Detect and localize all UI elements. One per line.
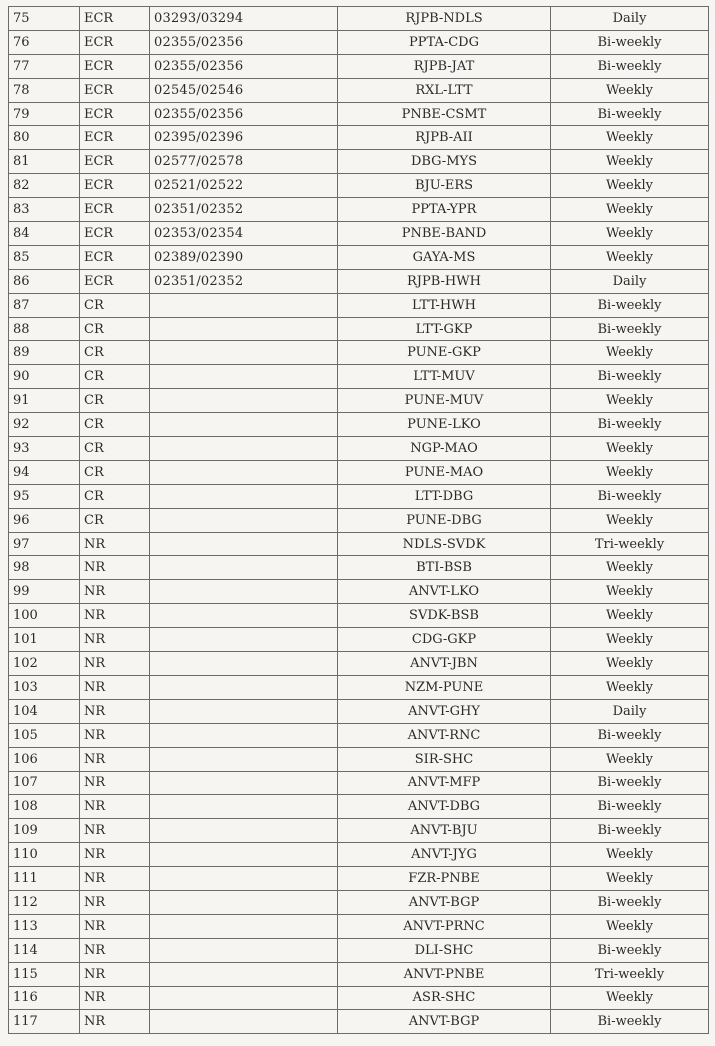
- table-row: [9, 317, 709, 341]
- zone-cell: NR: [80, 938, 150, 962]
- frequency-cell: Daily: [551, 699, 709, 723]
- route-cell: ANVT-PRNC: [338, 914, 551, 938]
- train-number-cell: [150, 938, 338, 962]
- zone-cell: NR: [80, 1010, 150, 1034]
- zone-cell: NR: [80, 628, 150, 652]
- serial-number-cell: 115: [9, 962, 80, 986]
- frequency-cell: Weekly: [551, 628, 709, 652]
- train-number-cell: [150, 914, 338, 938]
- frequency-cell: Weekly: [551, 580, 709, 604]
- serial-number-cell: 96: [9, 508, 80, 532]
- zone-cell: ECR: [80, 7, 150, 31]
- zone-cell: NR: [80, 532, 150, 556]
- route-cell: FZR-PNBE: [338, 867, 551, 891]
- table-row: [9, 484, 709, 508]
- train-number-cell: [150, 437, 338, 461]
- table-row: [9, 962, 709, 986]
- frequency-cell: Bi-weekly: [551, 1010, 709, 1034]
- serial-number-cell: 107: [9, 771, 80, 795]
- serial-number-cell: 85: [9, 245, 80, 269]
- serial-number-cell: 82: [9, 174, 80, 198]
- train-number-cell: 02389/02390: [150, 245, 338, 269]
- frequency-cell: Bi-weekly: [551, 413, 709, 437]
- serial-number-cell: 101: [9, 628, 80, 652]
- table-row: [9, 293, 709, 317]
- frequency-cell: Daily: [551, 269, 709, 293]
- zone-cell: CR: [80, 484, 150, 508]
- zone-cell: ECR: [80, 174, 150, 198]
- route-cell: DBG-MYS: [338, 150, 551, 174]
- train-number-cell: [150, 556, 338, 580]
- serial-number-cell: 112: [9, 890, 80, 914]
- frequency-cell: Weekly: [551, 604, 709, 628]
- zone-cell: NR: [80, 604, 150, 628]
- table-row: [9, 532, 709, 556]
- train-number-cell: [150, 819, 338, 843]
- train-number-cell: [150, 628, 338, 652]
- route-cell: ANVT-JYG: [338, 843, 551, 867]
- frequency-cell: Weekly: [551, 198, 709, 222]
- route-cell: PNBE-BAND: [338, 222, 551, 246]
- route-cell: ANVT-PNBE: [338, 962, 551, 986]
- table-row: [9, 795, 709, 819]
- route-cell: RJPB-HWH: [338, 269, 551, 293]
- train-number-cell: [150, 986, 338, 1010]
- zone-cell: CR: [80, 460, 150, 484]
- serial-number-cell: 88: [9, 317, 80, 341]
- serial-number-cell: 98: [9, 556, 80, 580]
- table-row: [9, 723, 709, 747]
- route-cell: ANVT-BJU: [338, 819, 551, 843]
- train-number-cell: [150, 1010, 338, 1034]
- train-number-cell: [150, 699, 338, 723]
- zone-cell: ECR: [80, 269, 150, 293]
- table-row: [9, 54, 709, 78]
- table-row: [9, 699, 709, 723]
- train-number-cell: 02351/02352: [150, 198, 338, 222]
- train-number-cell: [150, 293, 338, 317]
- table-row: [9, 747, 709, 771]
- route-cell: LTT-GKP: [338, 317, 551, 341]
- route-cell: BTI-BSB: [338, 556, 551, 580]
- route-cell: RJPB-NDLS: [338, 7, 551, 31]
- train-number-cell: [150, 460, 338, 484]
- frequency-cell: Tri-weekly: [551, 532, 709, 556]
- route-cell: ANVT-JBN: [338, 652, 551, 676]
- zone-cell: NR: [80, 771, 150, 795]
- zone-cell: ECR: [80, 198, 150, 222]
- route-cell: PUNE-DBG: [338, 508, 551, 532]
- train-number-cell: [150, 317, 338, 341]
- route-cell: BJU-ERS: [338, 174, 551, 198]
- frequency-cell: Weekly: [551, 78, 709, 102]
- route-cell: PNBE-CSMT: [338, 102, 551, 126]
- zone-cell: CR: [80, 437, 150, 461]
- serial-number-cell: 92: [9, 413, 80, 437]
- zone-cell: NR: [80, 747, 150, 771]
- table-row: [9, 174, 709, 198]
- frequency-cell: Bi-weekly: [551, 795, 709, 819]
- table-row: [9, 198, 709, 222]
- frequency-cell: Bi-weekly: [551, 890, 709, 914]
- zone-cell: NR: [80, 556, 150, 580]
- train-number-cell: [150, 843, 338, 867]
- train-number-cell: [150, 341, 338, 365]
- route-cell: GAYA-MS: [338, 245, 551, 269]
- frequency-cell: Bi-weekly: [551, 938, 709, 962]
- zone-cell: CR: [80, 365, 150, 389]
- frequency-cell: Bi-weekly: [551, 102, 709, 126]
- serial-number-cell: 81: [9, 150, 80, 174]
- serial-number-cell: 80: [9, 126, 80, 150]
- table-row: [9, 819, 709, 843]
- frequency-cell: Weekly: [551, 867, 709, 891]
- serial-number-cell: 116: [9, 986, 80, 1010]
- route-cell: ANVT-DBG: [338, 795, 551, 819]
- train-number-cell: [150, 604, 338, 628]
- route-cell: PUNE-LKO: [338, 413, 551, 437]
- serial-number-cell: 90: [9, 365, 80, 389]
- serial-number-cell: 95: [9, 484, 80, 508]
- table-row: [9, 78, 709, 102]
- route-cell: ANVT-MFP: [338, 771, 551, 795]
- serial-number-cell: 89: [9, 341, 80, 365]
- table-row: [9, 652, 709, 676]
- table-row: [9, 7, 709, 31]
- serial-number-cell: 105: [9, 723, 80, 747]
- table-row: [9, 222, 709, 246]
- train-number-cell: [150, 652, 338, 676]
- frequency-cell: Weekly: [551, 460, 709, 484]
- zone-cell: NR: [80, 819, 150, 843]
- route-cell: NZM-PUNE: [338, 675, 551, 699]
- train-number-cell: [150, 413, 338, 437]
- train-number-cell: 02521/02522: [150, 174, 338, 198]
- route-cell: SIR-SHC: [338, 747, 551, 771]
- zone-cell: ECR: [80, 222, 150, 246]
- train-number-cell: [150, 723, 338, 747]
- serial-number-cell: 106: [9, 747, 80, 771]
- zone-cell: NR: [80, 890, 150, 914]
- table-row: [9, 771, 709, 795]
- table-row: [9, 460, 709, 484]
- route-cell: PUNE-MAO: [338, 460, 551, 484]
- table-row: [9, 365, 709, 389]
- serial-number-cell: 83: [9, 198, 80, 222]
- serial-number-cell: 91: [9, 389, 80, 413]
- frequency-cell: Bi-weekly: [551, 723, 709, 747]
- zone-cell: NR: [80, 723, 150, 747]
- frequency-cell: Weekly: [551, 389, 709, 413]
- frequency-cell: Weekly: [551, 843, 709, 867]
- frequency-cell: Weekly: [551, 986, 709, 1010]
- table-row: [9, 508, 709, 532]
- frequency-cell: Weekly: [551, 675, 709, 699]
- zone-cell: ECR: [80, 54, 150, 78]
- serial-number-cell: 76: [9, 30, 80, 54]
- train-number-cell: [150, 484, 338, 508]
- frequency-cell: Weekly: [551, 914, 709, 938]
- zone-cell: NR: [80, 795, 150, 819]
- zone-cell: CR: [80, 508, 150, 532]
- serial-number-cell: 84: [9, 222, 80, 246]
- route-cell: LTT-DBG: [338, 484, 551, 508]
- zone-cell: NR: [80, 843, 150, 867]
- zone-cell: NR: [80, 986, 150, 1010]
- route-cell: RJPB-JAT: [338, 54, 551, 78]
- table-row: [9, 413, 709, 437]
- serial-number-cell: 93: [9, 437, 80, 461]
- route-cell: ANVT-RNC: [338, 723, 551, 747]
- route-cell: NDLS-SVDK: [338, 532, 551, 556]
- serial-number-cell: 100: [9, 604, 80, 628]
- serial-number-cell: 108: [9, 795, 80, 819]
- route-cell: ANVT-LKO: [338, 580, 551, 604]
- frequency-cell: Weekly: [551, 126, 709, 150]
- frequency-cell: Weekly: [551, 652, 709, 676]
- route-cell: CDG-GKP: [338, 628, 551, 652]
- train-number-cell: 02355/02356: [150, 102, 338, 126]
- frequency-cell: Bi-weekly: [551, 771, 709, 795]
- zone-cell: NR: [80, 580, 150, 604]
- zone-cell: ECR: [80, 78, 150, 102]
- train-number-cell: [150, 890, 338, 914]
- train-number-cell: [150, 580, 338, 604]
- table-row: [9, 938, 709, 962]
- frequency-cell: Bi-weekly: [551, 293, 709, 317]
- serial-number-cell: 104: [9, 699, 80, 723]
- train-number-cell: 02355/02356: [150, 30, 338, 54]
- train-number-cell: [150, 747, 338, 771]
- route-cell: ANVT-GHY: [338, 699, 551, 723]
- special-trains-table: [8, 6, 709, 1034]
- table-row: [9, 245, 709, 269]
- train-number-cell: [150, 962, 338, 986]
- route-cell: LTT-MUV: [338, 365, 551, 389]
- table-row: [9, 675, 709, 699]
- serial-number-cell: 94: [9, 460, 80, 484]
- train-number-cell: [150, 532, 338, 556]
- route-cell: ANVT-BGP: [338, 890, 551, 914]
- table-row: [9, 914, 709, 938]
- serial-number-cell: 111: [9, 867, 80, 891]
- table-row: [9, 269, 709, 293]
- frequency-cell: Weekly: [551, 508, 709, 532]
- frequency-cell: Weekly: [551, 341, 709, 365]
- table-row: [9, 604, 709, 628]
- table-row: [9, 890, 709, 914]
- route-cell: RXL-LTT: [338, 78, 551, 102]
- frequency-cell: Bi-weekly: [551, 317, 709, 341]
- serial-number-cell: 78: [9, 78, 80, 102]
- zone-cell: ECR: [80, 150, 150, 174]
- frequency-cell: Weekly: [551, 222, 709, 246]
- serial-number-cell: 79: [9, 102, 80, 126]
- frequency-cell: Tri-weekly: [551, 962, 709, 986]
- zone-cell: CR: [80, 413, 150, 437]
- train-number-cell: 02353/02354: [150, 222, 338, 246]
- route-cell: NGP-MAO: [338, 437, 551, 461]
- frequency-cell: Weekly: [551, 245, 709, 269]
- frequency-cell: Weekly: [551, 174, 709, 198]
- zone-cell: NR: [80, 867, 150, 891]
- route-cell: PPTA-CDG: [338, 30, 551, 54]
- table-row: [9, 341, 709, 365]
- serial-number-cell: 110: [9, 843, 80, 867]
- serial-number-cell: 109: [9, 819, 80, 843]
- frequency-cell: Bi-weekly: [551, 484, 709, 508]
- frequency-cell: Weekly: [551, 437, 709, 461]
- route-cell: PUNE-MUV: [338, 389, 551, 413]
- zone-cell: CR: [80, 389, 150, 413]
- route-cell: ANVT-BGP: [338, 1010, 551, 1034]
- serial-number-cell: 87: [9, 293, 80, 317]
- train-number-cell: [150, 675, 338, 699]
- train-number-cell: [150, 771, 338, 795]
- table-row: [9, 437, 709, 461]
- train-number-cell: 02395/02396: [150, 126, 338, 150]
- train-number-cell: 03293/03294: [150, 7, 338, 31]
- table-body: [9, 7, 709, 1034]
- zone-cell: NR: [80, 652, 150, 676]
- zone-cell: NR: [80, 675, 150, 699]
- serial-number-cell: 75: [9, 7, 80, 31]
- table-row: [9, 102, 709, 126]
- train-number-cell: 02355/02356: [150, 54, 338, 78]
- frequency-cell: Weekly: [551, 556, 709, 580]
- zone-cell: ECR: [80, 126, 150, 150]
- table-row: [9, 628, 709, 652]
- route-cell: DLI-SHC: [338, 938, 551, 962]
- frequency-cell: Daily: [551, 7, 709, 31]
- serial-number-cell: 117: [9, 1010, 80, 1034]
- train-number-cell: [150, 389, 338, 413]
- serial-number-cell: 77: [9, 54, 80, 78]
- serial-number-cell: 99: [9, 580, 80, 604]
- frequency-cell: Bi-weekly: [551, 365, 709, 389]
- train-number-cell: [150, 867, 338, 891]
- train-number-cell: 02577/02578: [150, 150, 338, 174]
- zone-cell: NR: [80, 962, 150, 986]
- table-row: [9, 1010, 709, 1034]
- train-number-cell: [150, 508, 338, 532]
- table-row: [9, 126, 709, 150]
- route-cell: SVDK-BSB: [338, 604, 551, 628]
- route-cell: PUNE-GKP: [338, 341, 551, 365]
- route-cell: LTT-HWH: [338, 293, 551, 317]
- zone-cell: ECR: [80, 245, 150, 269]
- zone-cell: CR: [80, 341, 150, 365]
- train-number-cell: 02351/02352: [150, 269, 338, 293]
- zone-cell: ECR: [80, 102, 150, 126]
- zone-cell: CR: [80, 293, 150, 317]
- frequency-cell: Weekly: [551, 747, 709, 771]
- table-row: [9, 867, 709, 891]
- serial-number-cell: 113: [9, 914, 80, 938]
- table-row: [9, 580, 709, 604]
- zone-cell: NR: [80, 699, 150, 723]
- serial-number-cell: 102: [9, 652, 80, 676]
- serial-number-cell: 114: [9, 938, 80, 962]
- zone-cell: ECR: [80, 30, 150, 54]
- zone-cell: CR: [80, 317, 150, 341]
- table-row: [9, 843, 709, 867]
- train-number-cell: [150, 365, 338, 389]
- route-cell: PPTA-YPR: [338, 198, 551, 222]
- frequency-cell: Bi-weekly: [551, 30, 709, 54]
- table-row: [9, 389, 709, 413]
- zone-cell: NR: [80, 914, 150, 938]
- table-row: [9, 30, 709, 54]
- table-row: [9, 150, 709, 174]
- serial-number-cell: 103: [9, 675, 80, 699]
- train-number-cell: [150, 795, 338, 819]
- route-cell: RJPB-AII: [338, 126, 551, 150]
- serial-number-cell: 97: [9, 532, 80, 556]
- train-number-cell: 02545/02546: [150, 78, 338, 102]
- route-cell: ASR-SHC: [338, 986, 551, 1010]
- table-row: [9, 556, 709, 580]
- frequency-cell: Weekly: [551, 150, 709, 174]
- frequency-cell: Bi-weekly: [551, 819, 709, 843]
- serial-number-cell: 86: [9, 269, 80, 293]
- table-row: [9, 986, 709, 1010]
- frequency-cell: Bi-weekly: [551, 54, 709, 78]
